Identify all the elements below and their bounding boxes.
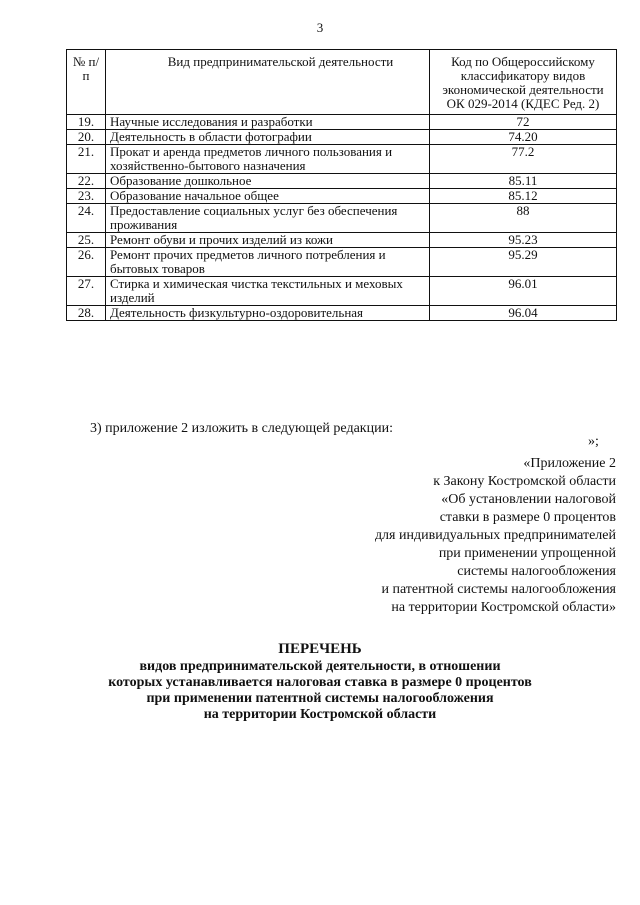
appendix-line: «Об установлении налоговой xyxy=(441,492,616,507)
table-row xyxy=(67,248,617,277)
item-3-text: 3) приложение 2 изложить в следующей редакции: xyxy=(90,421,393,436)
row-activity: Стирка и химическая чистка текстильных и меховых изделий xyxy=(106,277,430,306)
appendix-line: к Закону Костромской области xyxy=(433,474,616,489)
table-row xyxy=(67,189,617,204)
title-line: на территории Костромской области xyxy=(203,707,437,722)
table-row xyxy=(67,277,617,306)
appendix-line: «Приложение 2 xyxy=(523,456,616,471)
table-row xyxy=(67,233,617,248)
row-activity: Образование начальное общее xyxy=(106,189,430,204)
header-activity: Вид предпринимательской деятельности xyxy=(106,50,430,115)
appendix-header xyxy=(300,455,616,617)
row-num: 20. xyxy=(67,130,106,145)
row-code: 85.11 xyxy=(430,174,617,189)
title-line: которых устанавливается налоговая ставка в размере 0 процентов xyxy=(108,675,532,690)
list-title-block xyxy=(0,641,640,723)
row-code: 95.29 xyxy=(430,248,617,277)
row-activity: Предоставление социальных услуг без обеспечения проживания xyxy=(106,204,430,233)
table-row xyxy=(67,115,617,130)
row-code: 96.04 xyxy=(430,306,617,321)
row-code: 72 xyxy=(430,115,617,130)
row-activity: Ремонт прочих предметов личного потребления и бытовых товаров xyxy=(106,248,430,277)
activity-table xyxy=(66,49,617,321)
row-activity: Образование дошкольное xyxy=(106,174,430,189)
row-num: 21. xyxy=(67,145,106,174)
row-activity: Ремонт обуви и прочих изделий из кожи xyxy=(106,233,430,248)
table-row xyxy=(67,204,617,233)
table-row xyxy=(67,130,617,145)
appendix-line: системы налогообложения xyxy=(457,564,616,579)
row-code: 85.12 xyxy=(430,189,617,204)
header-code: Код по Общероссийскому классификатору видов экономической деятельности ОК 029-2014 (КДЕС Ред. 2) xyxy=(430,50,617,115)
row-activity: Деятельность физкультурно-оздоровительная xyxy=(106,306,430,321)
table-row xyxy=(67,145,617,174)
title-line: видов предпринимательской деятельности, в отношении xyxy=(139,659,501,674)
row-code: 77.2 xyxy=(430,145,617,174)
row-num: 19. xyxy=(67,115,106,130)
title-line: при применении патентной системы налогообложения xyxy=(146,691,494,706)
table-row xyxy=(67,306,617,321)
row-num: 28. xyxy=(67,306,106,321)
table-header-row xyxy=(67,50,617,115)
row-activity: Прокат и аренда предметов личного пользования и хозяйственно-бытового назначения xyxy=(106,145,430,174)
row-code: 95.23 xyxy=(430,233,617,248)
row-num: 24. xyxy=(67,204,106,233)
row-num: 22. xyxy=(67,174,106,189)
table-row xyxy=(67,174,617,189)
row-activity: Деятельность в области фотографии xyxy=(106,130,430,145)
row-num: 26. xyxy=(67,248,106,277)
header-num: № п/п xyxy=(67,50,106,115)
page-number: 3 xyxy=(316,20,324,35)
row-num: 23. xyxy=(67,189,106,204)
appendix-line: при применении упрощенной xyxy=(438,546,616,561)
row-code: 74.20 xyxy=(430,130,617,145)
appendix-line: и патентной системы налогообложения xyxy=(381,582,616,597)
row-num: 25. xyxy=(67,233,106,248)
row-code: 88 xyxy=(430,204,617,233)
row-activity: Научные исследования и разработки xyxy=(106,115,430,130)
appendix-line: на территории Костромской области» xyxy=(391,600,616,615)
appendix-line: ставки в размере 0 процентов xyxy=(439,510,616,525)
list-heading: ПЕРЕЧЕНЬ xyxy=(278,641,362,657)
quote-close: »; xyxy=(588,434,599,449)
appendix-line: для индивидуальных предпринимателей xyxy=(374,528,616,543)
row-code: 96.01 xyxy=(430,277,617,306)
row-num: 27. xyxy=(67,277,106,306)
